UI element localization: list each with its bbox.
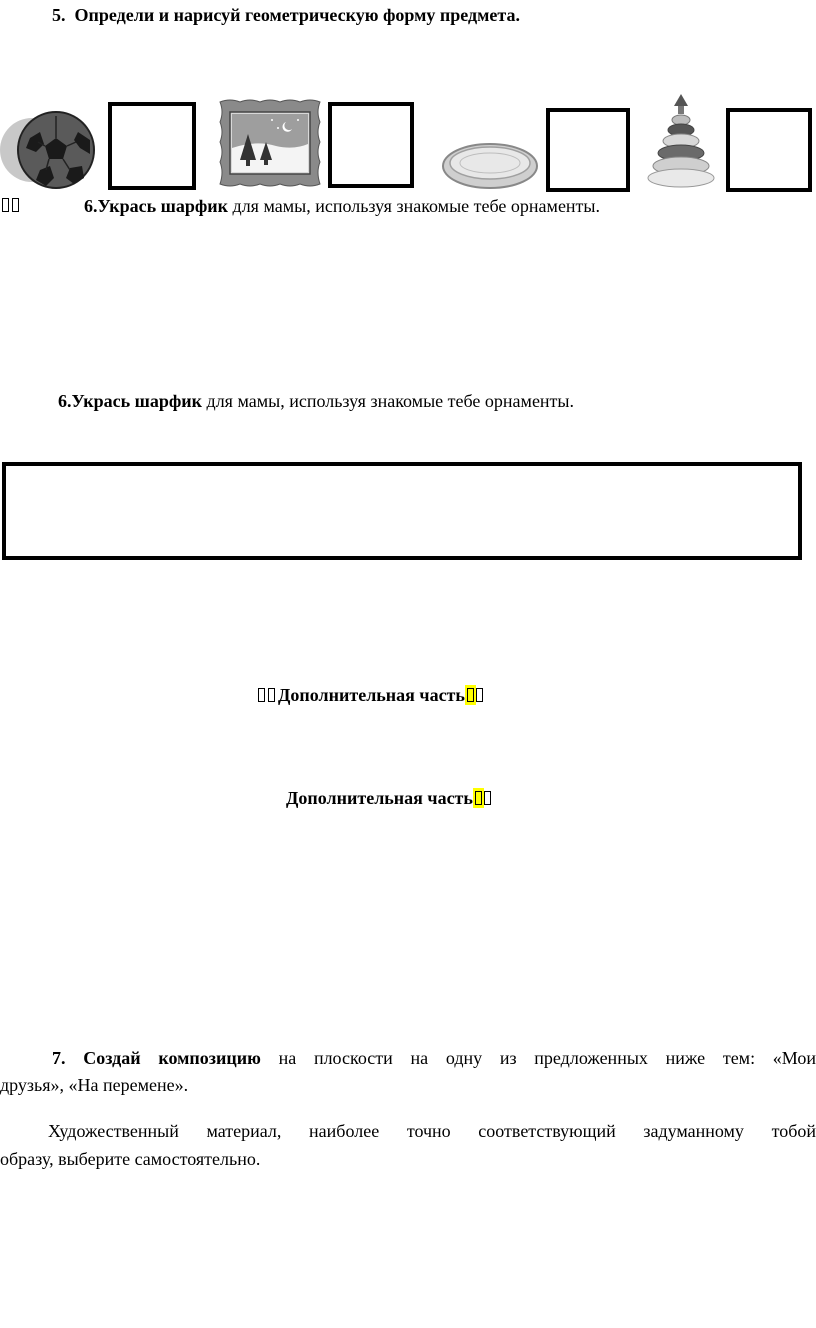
- oval-tray-icon: [440, 138, 540, 192]
- toy-pyramid-icon: [644, 92, 718, 190]
- task7-line1-rest: на плоскости на одну из предложенных ниже тем: «Мои: [278, 1048, 816, 1068]
- extra-heading-2: [286, 787, 494, 809]
- task7-para2-line2: образу, выберите самостоятельно.: [0, 1149, 261, 1169]
- missing-glyph-icon: [12, 198, 19, 212]
- task6-rest: для мамы, используя знакомые тебе орнаменты.: [228, 196, 601, 216]
- task7-title: 7. Создай композицию: [52, 1048, 261, 1068]
- task7-para2-line1: Художественный материал, наиболее точно соответствующий задуманному тобой: [48, 1121, 816, 1141]
- task6-title: 6.Укрась шарфик: [58, 391, 203, 411]
- missing-glyph-icon: [268, 688, 275, 702]
- answer-box-1[interactable]: [108, 102, 196, 190]
- answer-box-2[interactable]: [328, 102, 414, 188]
- scarf-drawing-area[interactable]: [2, 462, 802, 560]
- missing-glyph-icon: [258, 688, 265, 702]
- task7-line1: [52, 1047, 816, 1069]
- extra-heading-1: [258, 684, 486, 706]
- answer-box-3[interactable]: [546, 108, 630, 192]
- task6-heading-1: [84, 195, 600, 217]
- task6-title: 6.Укрась шарфик: [84, 196, 229, 216]
- extra-title: Дополнительная часть: [286, 788, 473, 808]
- missing-glyph-icon: [484, 791, 491, 805]
- highlight-mark: [473, 788, 484, 808]
- soccer-ball-icon: [0, 108, 98, 196]
- task7-line2: друзья», «На перемене».: [0, 1075, 189, 1095]
- framed-picture-icon: [216, 98, 324, 188]
- task6-heading-2: [58, 390, 574, 412]
- highlight-mark: [465, 685, 476, 705]
- extra-title: Дополнительная часть: [278, 685, 465, 705]
- task5-heading: [52, 4, 520, 26]
- task5-text: Определи и нарисуй геометрическую форму предмета.: [74, 5, 520, 25]
- missing-glyphs: [2, 194, 22, 216]
- task6-rest: для мамы, используя знакомые тебе орнаменты.: [202, 391, 575, 411]
- missing-glyph-icon: [2, 198, 9, 212]
- answer-box-4[interactable]: [726, 108, 812, 192]
- task5-number: 5.: [52, 5, 66, 25]
- missing-glyph-icon: [476, 688, 483, 702]
